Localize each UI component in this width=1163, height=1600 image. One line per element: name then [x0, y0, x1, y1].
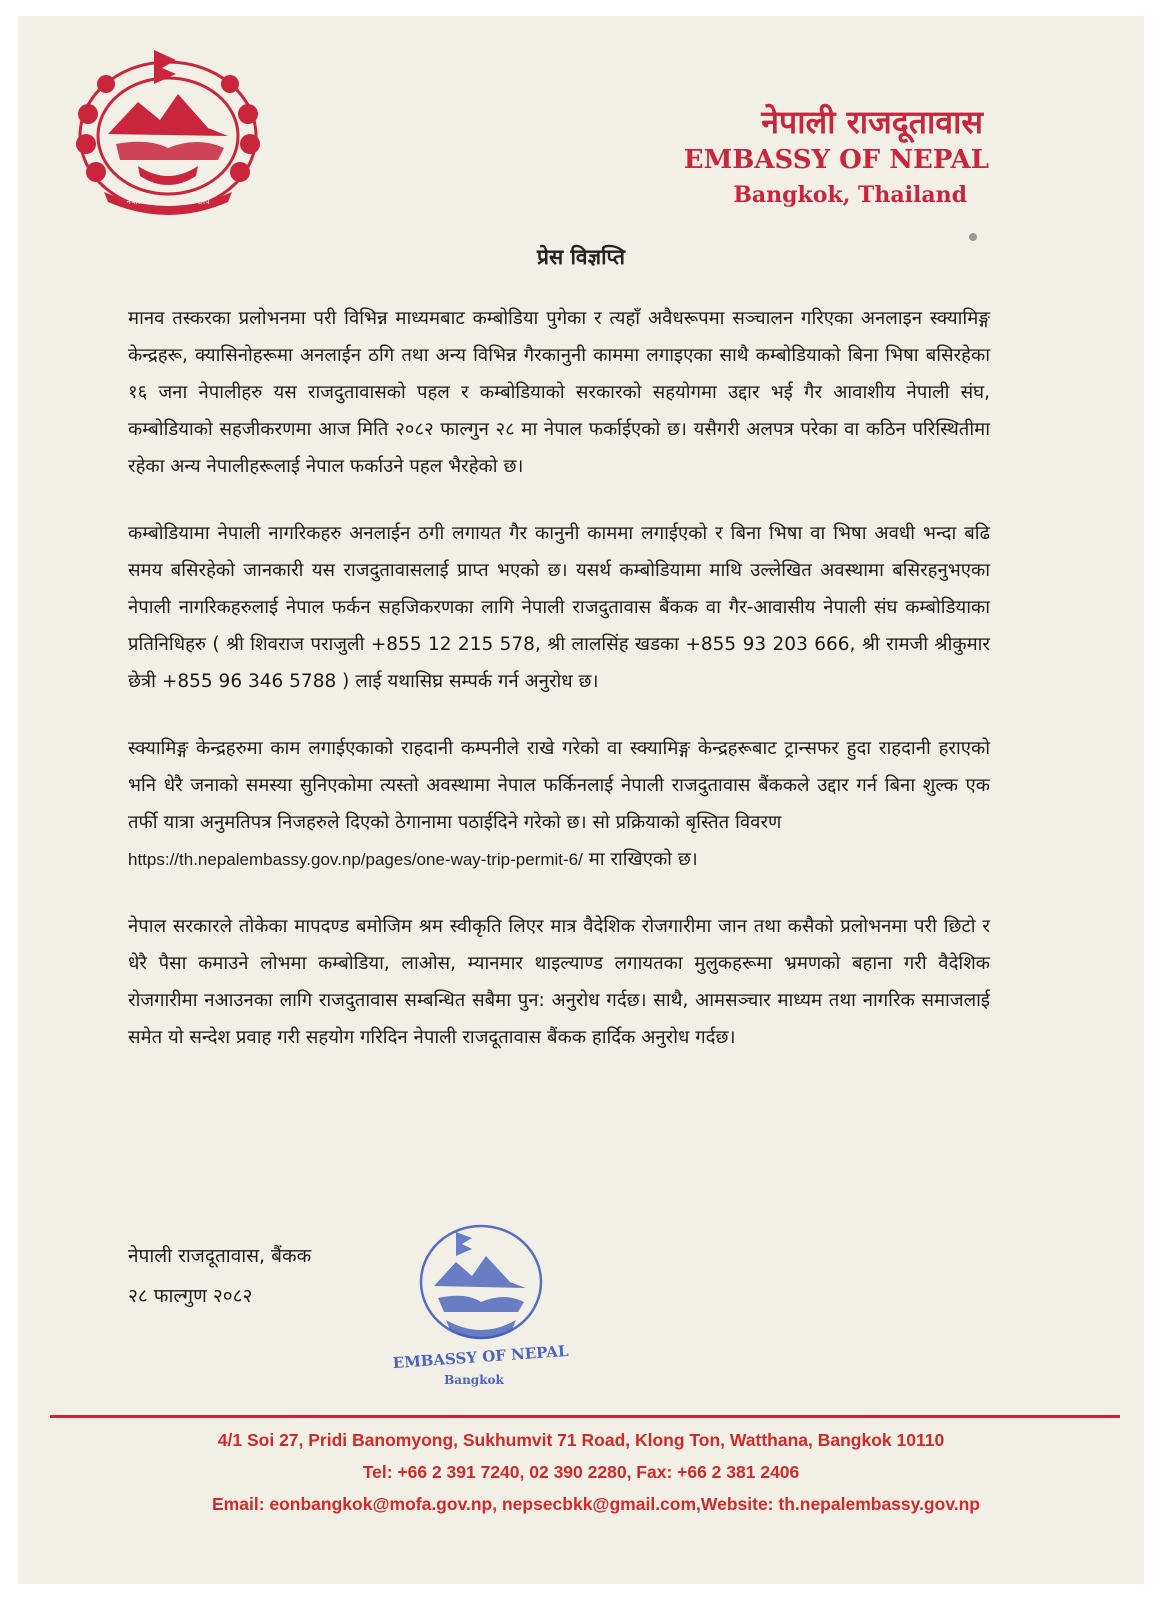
footer-divider	[50, 1415, 1120, 1418]
stamp-text-top: EMBASSY OF NEPAL	[392, 1341, 570, 1373]
paragraph-3	[128, 730, 990, 878]
letterhead-location: Bangkok, Thailand	[733, 182, 967, 208]
paragraph-1: मानव तस्करका प्रलोभनमा परी विभिन्न माध्यमबाट कम्बोडिया पुगेका र त्यहाँ अवैधरूपमा सञ्चालन गरिएका अनलाइन स्क्यामिङ्ग केन्द्रहरू, क्यासिनोहरूमा अनलाईन ठगि तथा अन्य विभिन्न गैरकानुनी काममा लगाइएका साथै कम्बोडियाको बिना भिषा बसिरहेका १६ जना नेपालीहरु यस राजदुतावासको पहल र कम्बोडियाको सरकारको सहयोगमा उद्दार भई गैर आवाशीय नेपाली संघ, कम्बोडियाको सहजीकरणमा आज मिति २०८२ फाल्गुन २८ मा नेपाल फर्काईएको छ। यसैगरी अलपत्र परेका वा कठिन परिस्थितीमा रहेका अन्य नेपालीहरूलाई नेपाल फर्काउने पहल भैरहेको छ।	[128, 308, 990, 477]
paragraph-4: नेपाल सरकारले तोकेका मापदण्ड बमोजिम श्रम स्वीकृति लिएर मात्र वैदेशिक रोजगारीमा जान तथा कसैको प्रलोभनमा परी छिटो र धेरै पैसा कमाउने लोभमा कम्बोडिया, लाओस, म्यानमार थाइल्याण्ड लगायतका मुलुकहरूमा भ्रमणको बहाना गरी वैदेशिक रोजगारीमा नआउनका लागि राजदुतावास सम्बन्धित सबैमा पुन: अनुरोध गर्दछ। साथै, आमसञ्चार माध्यम तथा नागरिक समाजलाई समेत यो सन्देश प्रवाह गरी सहयोग गरिदिन नेपाली राजदूतावास बैंकक हार्दिक अनुरोध गर्दछ।	[128, 916, 990, 1048]
embassy-stamp-icon	[386, 1212, 576, 1397]
signature-office: नेपाली राजदूतावास, बैंकक	[128, 1245, 312, 1267]
letterhead	[684, 102, 989, 212]
footer-email: Email: eonbangkok@mofa.gov.np, nepsecbkk@gmail.com,Website: th.nepalembassy.gov.np	[212, 1494, 980, 1514]
paragraph-2: कम्बोडियामा नेपाली नागरिकहरु अनलाईन ठगी लगायत गैर कानुनी काममा लगाईएको र बिना भिषा वा भिषा अवधी भन्दा बढि समय बसिरहेको जानकारी यस राजदुतावासलाई प्राप्त भएको छ। यसर्थ कम्बोडियामा माथि उल्लेखित अवस्थामा बसिरहनुभएका नेपाली नागरिकहरुलाई नेपाल फर्कन सहजिकरणका लागि नेपाली राजदुतावास बैंकक वा गैर-आवासीय नेपाली संघ कम्बोडियाका प्रतिनिधिहरु ( श्री शिवराज पराजुली +855 12 215 578, श्री लालसिंह खडका +855 93 203 666, श्री रामजी श्रीकुमार छेत्री +855 96 346 5788 ) लाई यथासिघ्र सम्पर्क गर्न अनुरोध छ।	[128, 523, 990, 692]
paragraph-3-tail: मा राखिएको छ।	[582, 849, 698, 870]
one-way-permit-link[interactable]: https://th.nepalembassy.gov.np/pages/one-way-trip-permit-6/	[128, 850, 583, 869]
stamp-text-bottom: Bangkok	[444, 1373, 504, 1387]
footer-address: 4/1 Soi 27, Pridi Banomyong, Sukhumvit 71 Road, Klong Ton, Watthana, Bangkok 10110	[217, 1430, 945, 1450]
emblem-motto: नेपाल सरकारको निशान छाप	[126, 197, 210, 206]
letter-body	[128, 300, 990, 1086]
ink-dot	[969, 233, 977, 241]
press-release-title: प्रेस विज्ञप्ति	[537, 245, 625, 269]
signature-date: २८ फाल्गुण २०८२	[128, 1285, 253, 1307]
nepal-emblem-icon	[68, 44, 268, 216]
letter-page	[18, 16, 1144, 1584]
signature-block	[128, 1236, 311, 1316]
paragraph-3-text: स्क्यामिङ्ग केन्द्रहरुमा काम लगाईएकाको राहदानी कम्पनीले राखे गरेको वा स्क्यामिङ्ग केन्द्रहरूबाट ट्रान्सफर हुदा राहदानी हराएको भनि धेरै जनाको समस्या सुनिएकोमा त्यस्तो अवस्थामा नेपाल फर्किनलाई नेपाली राजदुतावास बैंककले उद्दार गर्न बिना शुल्क एक तर्फी यात्रा अनुमतिपत्र निजहरुले दिएको ठेगानामा पठाईदिने गरेको छ। सो प्रक्रियाको बृस्तित विवरण	[128, 738, 990, 833]
footer	[18, 1424, 1144, 1520]
letterhead-title-nepali: नेपाली राजदूतावास	[761, 103, 983, 141]
footer-phone: Tel: +66 2 391 7240, 02 390 2280, Fax: +66 2 381 2406	[362, 1462, 800, 1482]
letterhead-title-english: EMBASSY OF NEPAL	[683, 145, 989, 175]
